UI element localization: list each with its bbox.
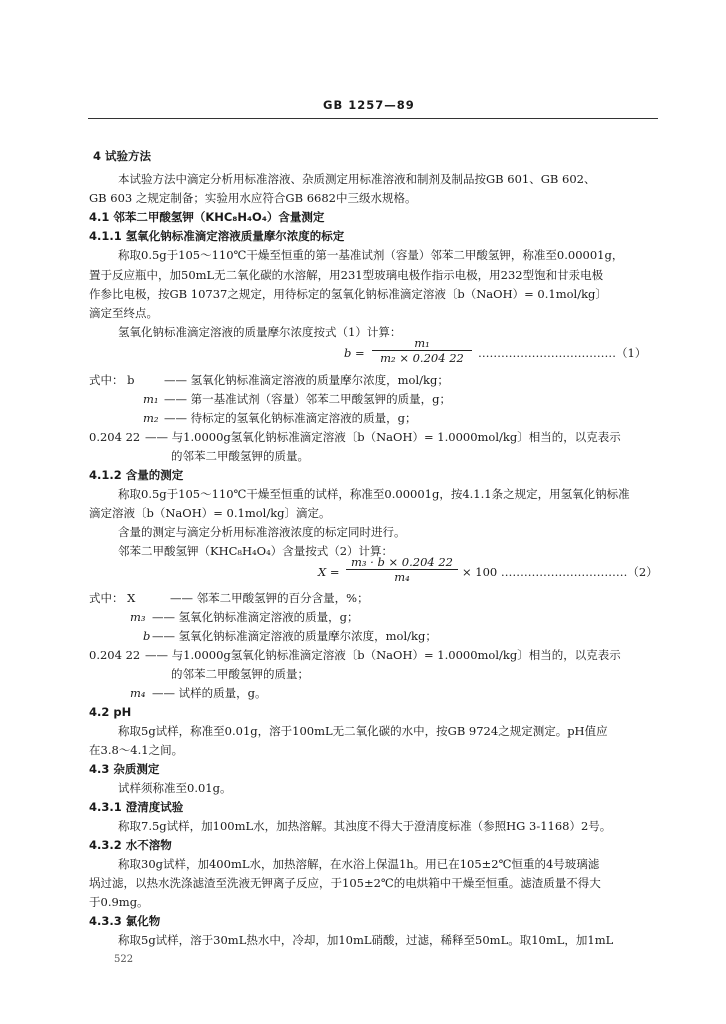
eq2-where-x-text: —— 邻苯二甲酸氢钾的百分含量，%； (170, 591, 369, 605)
eq2-where-b-text: —— 氢氧化钠标准滴定溶液的质量摩尔浓度，mol/kg； (152, 629, 437, 643)
section-4-3-2-para-line-1: 称取30g试样，加400mL水，加热溶解，在水浴上保温1h。用已在105±2℃恒重的4号玻璃滤 (118, 857, 600, 871)
section-4-3-3-para: 称取5g试样，溶于30mL热水中，冷却，加10mL硝酸，过滤，稀释至50mL。取10mL，加1mL (118, 933, 614, 947)
eq1-where-constant-text-2: 的邻苯二甲酸氢钾的质量。 (171, 449, 309, 463)
section-4-3-2-para-line-2: 埚过滤，以热水洗涤滤渣至洗液无钾离子反应，于105±2℃的电烘箱中干燥至恒重。滤渣质量不得大 (89, 876, 601, 890)
section-4-1-1-formula-intro: 氢氧化钠标准滴定溶液的质量摩尔浓度按式（1）计算： (118, 325, 402, 339)
section-4-3-1-title: 4.3.1 澄清度试验 (89, 800, 184, 814)
eq1-where-b-text: —— 氢氧化钠标准滴定溶液的质量摩尔浓度，mol/kg； (164, 373, 449, 387)
eq1-numerator: m₁ (372, 336, 472, 351)
eq2-numerator: m₃ · b × 0.204 22 (346, 555, 458, 570)
eq1-denominator: m₂ × 0.204 22 (380, 351, 464, 365)
eq1-where-constant-text: —— 与1.0000g氢氧化钠标准滴定溶液〔b（NaOH）= 1.0000mol/kg〕相当的，以克表示 (145, 430, 621, 444)
eq2-lhs: X = (318, 565, 340, 579)
eq1-lhs: b = (344, 346, 365, 360)
section-4-1-2-title: 4.1.2 含量的测定 (89, 468, 184, 482)
section-4-2-title: 4.2 pH (89, 705, 132, 719)
eq2-where-b-symbol: b (143, 629, 151, 643)
section-4-3-1-para: 称取7.5g试样，加100mL水，加热溶解。其浊度不得大于澄清度标准（参照HG 3-1168）2号。 (118, 819, 612, 833)
section-4-3-3-title: 4.3.3 氯化物 (89, 914, 161, 928)
section-4-2-para-line-1: 称取5g试样，称准至0.01g，溶于100mL无二氧化碳的水中，按GB 9724之规定测定。pH值应 (118, 724, 608, 738)
eq2-where-x-symbol: 式中： X (89, 591, 136, 605)
eq2-where-m3-text: —— 氢氧化钠标准滴定溶液的质量，g； (152, 610, 359, 624)
eq1-number: ………………………………（1） (478, 346, 647, 360)
eq1-where-m1-text: —— 第一基准试剂（容量）邻苯二甲酸氢钾的质量，g； (164, 392, 452, 406)
section-4-intro-line-1: 本试验方法中滴定分析用标准溶液、杂质测定用标准溶液和制剂及制品按GB 601、GB 602、 (118, 172, 596, 186)
eq1-fraction (372, 336, 472, 365)
section-4-1-title: 4.1 邻苯二甲酸氢钾（KHC₈H₄O₄）含量测定 (89, 210, 325, 224)
standard-number-header: GB 1257—89 (323, 98, 415, 112)
section-4-intro-line-2: GB 603 之规定制备；实验用水应符合GB 6682中三级水规格。 (89, 191, 417, 205)
page-number: 522 (114, 954, 134, 965)
eq1-where-m2-text: —— 待标定的氢氧化钠标准滴定溶液的质量，g； (164, 411, 417, 425)
section-4-3-2-title: 4.3.2 水不溶物 (89, 838, 172, 852)
header-rule (88, 118, 658, 119)
section-4-1-1-para-line-2: 置于反应瓶中，加50mL无二氧化碳的水溶解，用231型玻璃电极作指示电极，用232型饱和甘汞电极 (89, 268, 604, 282)
eq2-where-m3-symbol: m₃ (130, 610, 146, 624)
section-4-3-title: 4.3 杂质测定 (89, 762, 160, 776)
section-4-2-para-line-2: 在3.8～4.1之间。 (89, 743, 184, 757)
eq2-where-constant-symbol: 0.204 22 (89, 648, 141, 662)
eq2-fraction (346, 555, 458, 584)
eq2-where-m4-symbol: m₄ (130, 686, 146, 700)
eq2-where-constant-text: —— 与1.0000g氢氧化钠标准滴定溶液〔b（NaOH）= 1.0000mol/kg〕相当的，以克表示 (145, 648, 621, 662)
eq2-where-m4-text: —— 试样的质量，g。 (152, 686, 267, 700)
section-4-3-2-para-line-3: 于0.9mg。 (89, 895, 149, 909)
eq2-denominator: m₄ (394, 570, 410, 584)
section-4-1-2-formula-intro: 邻苯二甲酸氢钾（KHC₈H₄O₄）含量按式（2）计算： (118, 544, 394, 558)
eq1-where-b-symbol: 式中： b (89, 373, 135, 387)
section-4-1-2-para-line-2: 滴定溶液〔b（NaOH）= 0.1mol/kg〕滴定。 (89, 506, 331, 520)
eq1-where-constant-symbol: 0.204 22 (89, 430, 141, 444)
eq2-number: × 100 ……………………………（2） (462, 565, 658, 579)
section-4-1-2-para-2: 含量的测定与滴定分析用标准溶液浓度的标定同时进行。 (118, 525, 406, 539)
section-4-3-para: 试样须称准至0.01g。 (118, 781, 232, 795)
section-4-1-1-para-line-3: 作参比电极，按GB 10737之规定，用待标定的氢氧化钠标准滴定溶液〔b（NaOH）= 0.1mol/kg〕 (89, 287, 607, 301)
eq1-where-m1-symbol: m₁ (143, 392, 159, 406)
eq2-where-constant-text-2: 的邻苯二甲酸氢钾的质量； (171, 667, 309, 681)
eq1-where-m2-symbol: m₂ (143, 411, 159, 425)
section-4-1-1-para-line-1: 称取0.5g于105～110℃干燥至恒重的第一基准试剂（容量）邻苯二甲酸氢钾，称准至0.00001g， (118, 248, 624, 262)
section-4-1-1-title: 4.1.1 氢氧化钠标准滴定溶液质量摩尔浓度的标定 (89, 229, 345, 243)
section-4-title: 4 试验方法 (93, 149, 152, 163)
section-4-1-2-para-line-1: 称取0.5g于105～110℃干燥至恒重的试样，称准至0.00001g，按4.1.1条之规定，用氢氧化钠标准 (118, 487, 630, 501)
section-4-1-1-para-line-4: 滴定至终点。 (89, 306, 158, 320)
